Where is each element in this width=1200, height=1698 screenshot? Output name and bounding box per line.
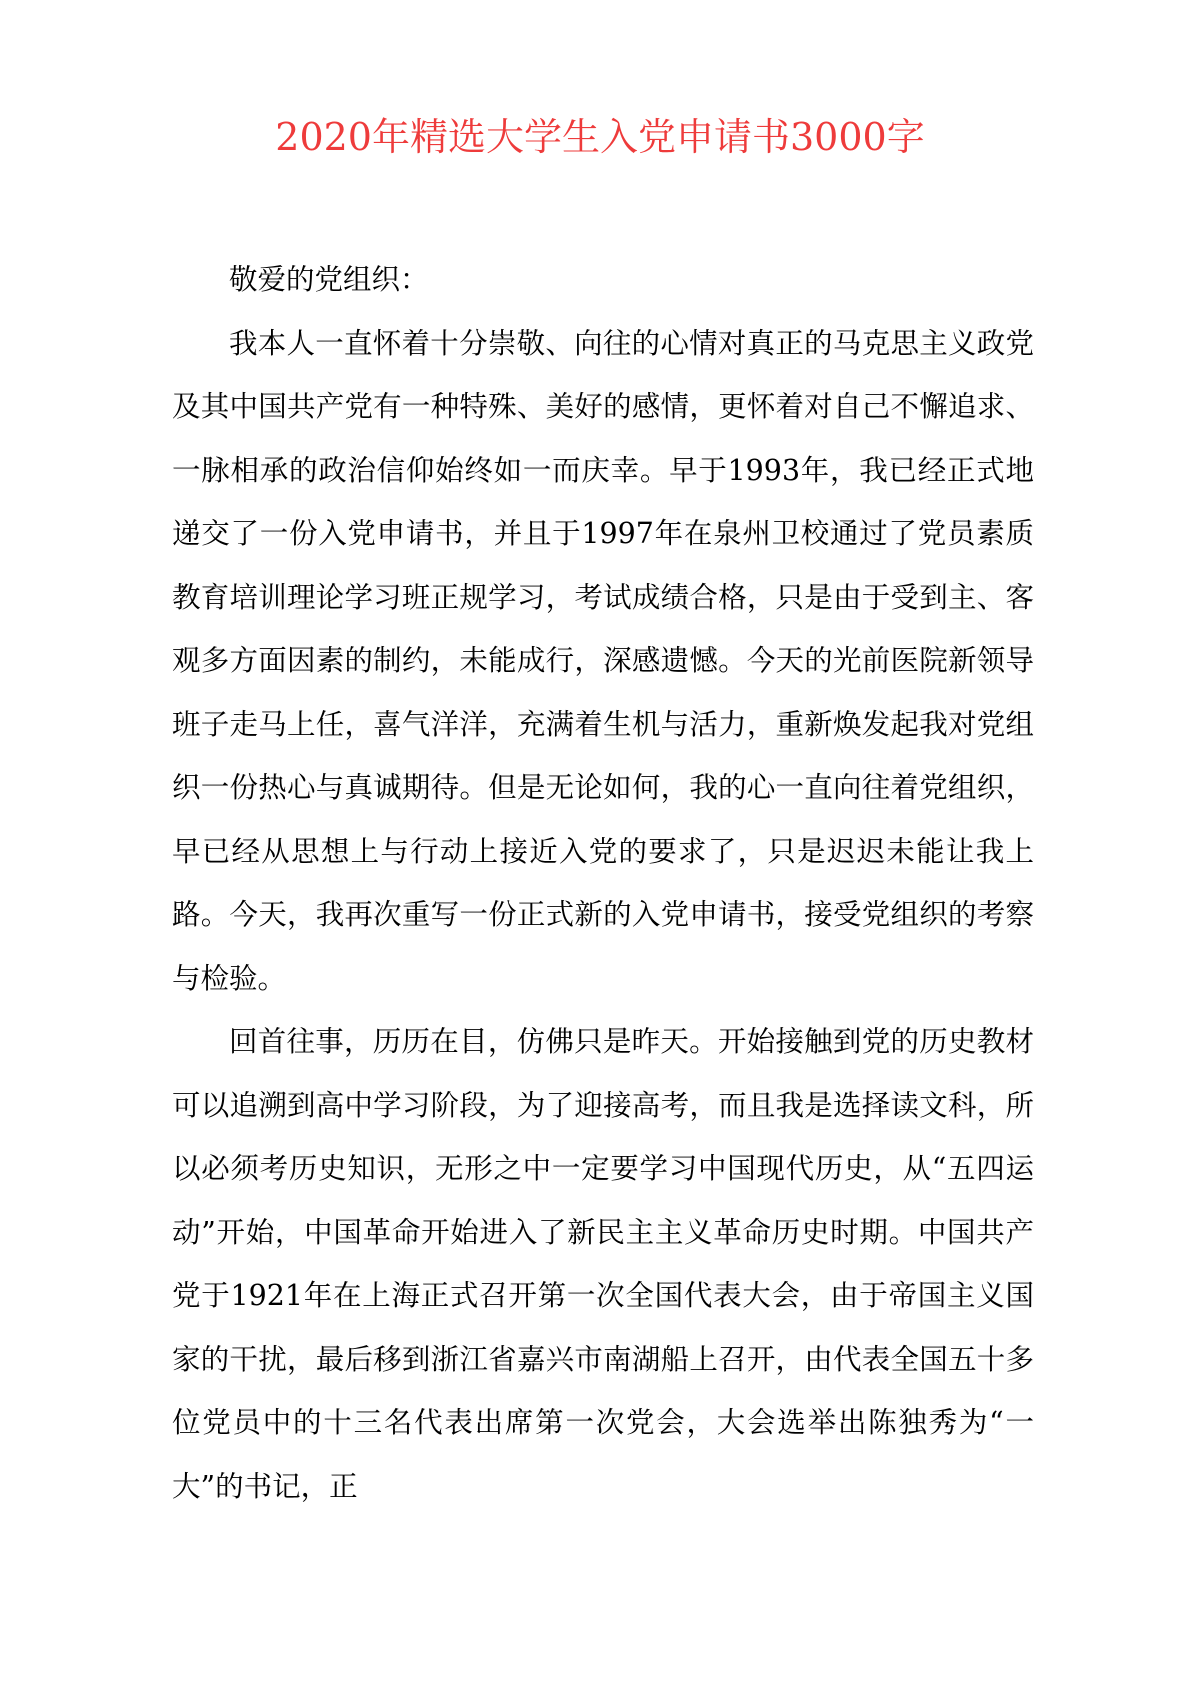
paragraph-2: 回首往事，历历在目，仿佛只是昨天。开始接触到党的历史教材可以追溯到高中学习阶段，为了迎接高考，而且我是选择读文科，所以必须考历史知识，无形之中一定要学习中国现代历史，从“五四运动”开始，中国革命开始进入了新民主主义革命历史时期。中国共产党于1921年在上海正式召开第一次全国代表大会，由于帝国主义国家的干扰，最后移到浙江省嘉兴市南湖船上召开，由代表全国五十多位党员中的十三名代表出席第一次党会，大会选举出陈独秀为“一大”的书记，正 — [172, 1025, 1034, 1503]
salutation: 敬爱的党组织： — [229, 263, 429, 296]
document-title: 2020年精选大学生入党申请书3000字 — [275, 115, 925, 159]
paragraph-1: 我本人一直怀着十分崇敬、向往的心情对真正的马克思主义政党及其中国共产党有一种特殊、美好的感情，更怀着对自己不懈追求、一脉相承的政治信仰始终如一而庆幸。早于1993年，我已经正式地递交了一份入党申请书，并且于1997年在泉州卫校通过了党员素质教育培训理论学习班正规学习，考试成绩合格，只是由于受到主、客观多方面因素的制约，未能成行，深感遗憾。今天的光前医院新领导班子走马上任，喜气洋洋，充满着生机与活力，重新焕发起我对党组织一份热心与真诚期待。但是无论如何，我的心一直向往着党组织，早已经从思想上与行动上接近入党的要求了，只是迟迟未能让我上路。今天，我再次重写一份正式新的入党申请书，接受党组织的考察与检验。 — [172, 326, 1034, 995]
document-body — [172, 248, 1034, 1518]
